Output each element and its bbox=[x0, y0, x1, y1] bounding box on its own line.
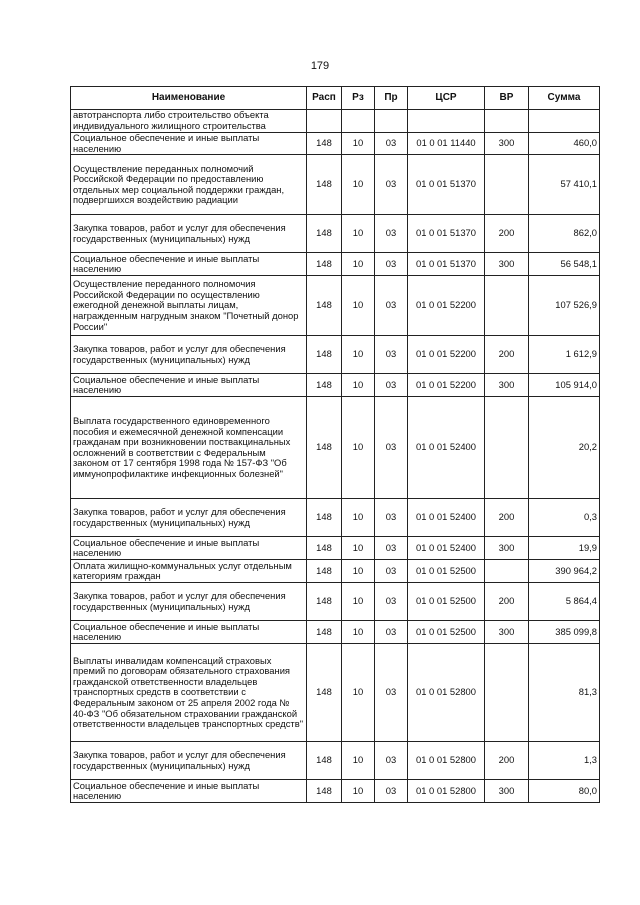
row-rasp: 148 bbox=[307, 133, 342, 155]
row-pr: 03 bbox=[375, 133, 408, 155]
table-row bbox=[71, 133, 600, 155]
page-number: 179 bbox=[310, 60, 330, 72]
row-rasp: 148 bbox=[307, 644, 342, 742]
row-sum: 80,0 bbox=[529, 780, 600, 803]
row-sum: 57 410,1 bbox=[529, 155, 600, 215]
row-name: Закупка товаров, работ и услуг для обеспечения государственных (муниципальных) нужд bbox=[71, 499, 307, 537]
row-rz: 10 bbox=[342, 215, 375, 253]
row-csr: 01 0 01 51370 bbox=[408, 215, 485, 253]
header-vr: ВР bbox=[485, 87, 529, 110]
row-rz: 10 bbox=[342, 742, 375, 780]
row-pr: 03 bbox=[375, 780, 408, 803]
row-csr: 01 0 01 52500 bbox=[408, 583, 485, 621]
row-name: Закупка товаров, работ и услуг для обеспечения государственных (муниципальных) нужд bbox=[71, 336, 307, 374]
table-row bbox=[71, 780, 600, 803]
row-csr: 01 0 01 52400 bbox=[408, 537, 485, 560]
table-row bbox=[71, 560, 600, 583]
row-vr: 200 bbox=[485, 499, 529, 537]
row-rasp: 148 bbox=[307, 215, 342, 253]
header-name: Наименование bbox=[71, 87, 307, 110]
row-sum bbox=[529, 110, 600, 133]
row-csr: 01 0 01 52500 bbox=[408, 560, 485, 583]
row-name: Оплата жилищно-коммунальных услуг отдельным категориям граждан bbox=[71, 560, 307, 583]
table-header-row bbox=[71, 87, 600, 110]
row-name: Социальное обеспечение и иные выплаты населению bbox=[71, 253, 307, 276]
row-rz: 10 bbox=[342, 583, 375, 621]
header-csr: ЦСР bbox=[408, 87, 485, 110]
header-rz: Рз bbox=[342, 87, 375, 110]
row-sum: 0,3 bbox=[529, 499, 600, 537]
header-rasp: Расп bbox=[307, 87, 342, 110]
row-sum: 19,9 bbox=[529, 537, 600, 560]
row-sum: 20,2 bbox=[529, 397, 600, 499]
row-csr: 01 0 01 52400 bbox=[408, 397, 485, 499]
row-sum: 81,3 bbox=[529, 644, 600, 742]
row-name: Осуществление переданного полномочия Российской Федерации по осуществлению ежегодной денежной выплаты лицам, награжденным нагрудным знаком "Почетный донор России" bbox=[71, 276, 307, 336]
row-rz bbox=[342, 110, 375, 133]
table-row bbox=[71, 583, 600, 621]
row-rz: 10 bbox=[342, 374, 375, 397]
row-sum: 105 914,0 bbox=[529, 374, 600, 397]
header-pr: Пр bbox=[375, 87, 408, 110]
header-sum: Сумма bbox=[529, 87, 600, 110]
row-pr: 03 bbox=[375, 336, 408, 374]
row-rasp: 148 bbox=[307, 374, 342, 397]
row-csr: 01 0 01 11440 bbox=[408, 133, 485, 155]
row-vr: 200 bbox=[485, 336, 529, 374]
row-vr: 300 bbox=[485, 374, 529, 397]
row-vr bbox=[485, 560, 529, 583]
row-rasp: 148 bbox=[307, 742, 342, 780]
row-vr: 200 bbox=[485, 742, 529, 780]
row-name: Социальное обеспечение и иные выплаты населению bbox=[71, 133, 307, 155]
row-rasp: 148 bbox=[307, 253, 342, 276]
row-pr: 03 bbox=[375, 397, 408, 499]
row-name: Выплаты инвалидам компенсаций страховых премий по договорам обязательного страхования гражданской ответственности владельцев транспортных средств в соответствии с Федеральным законом от 25 апреля 2002 года № 40-ФЗ "Об обязательном страховании гражданской ответственности владельцев транспортных средств" bbox=[71, 644, 307, 742]
row-name: Осуществление переданных полномочий Российской Федерации по предоставлению отдельных мер социальной поддержки граждан, подвергшихся воздействию радиации bbox=[71, 155, 307, 215]
table-row bbox=[71, 621, 600, 644]
row-csr: 01 0 01 51370 bbox=[408, 253, 485, 276]
budget-table bbox=[70, 86, 600, 803]
row-vr bbox=[485, 110, 529, 133]
row-name: Закупка товаров, работ и услуг для обеспечения государственных (муниципальных) нужд bbox=[71, 742, 307, 780]
row-pr: 03 bbox=[375, 621, 408, 644]
row-sum: 1,3 bbox=[529, 742, 600, 780]
row-name: Выплата государственного единовременного пособия и ежемесячной денежной компенсации гражданам при возникновении поствакцинальных осложнений в соответствии с Федеральным законом от 17 сентября 1998 года № 157-ФЗ "Об иммунопрофилактике инфекционных болезней" bbox=[71, 397, 307, 499]
row-sum: 862,0 bbox=[529, 215, 600, 253]
row-rz: 10 bbox=[342, 276, 375, 336]
row-rasp: 148 bbox=[307, 397, 342, 499]
row-csr: 01 0 01 52200 bbox=[408, 276, 485, 336]
row-vr bbox=[485, 276, 529, 336]
row-rasp: 148 bbox=[307, 780, 342, 803]
row-rasp: 148 bbox=[307, 276, 342, 336]
row-csr bbox=[408, 110, 485, 133]
row-pr: 03 bbox=[375, 215, 408, 253]
row-rasp: 148 bbox=[307, 583, 342, 621]
row-pr: 03 bbox=[375, 155, 408, 215]
row-name: Закупка товаров, работ и услуг для обеспечения государственных (муниципальных) нужд bbox=[71, 583, 307, 621]
table-row bbox=[71, 644, 600, 742]
table-row bbox=[71, 276, 600, 336]
row-csr: 01 0 01 52800 bbox=[408, 742, 485, 780]
row-name: Социальное обеспечение и иные выплаты населению bbox=[71, 780, 307, 803]
row-pr: 03 bbox=[375, 742, 408, 780]
table-row bbox=[71, 215, 600, 253]
row-rz: 10 bbox=[342, 253, 375, 276]
row-vr: 300 bbox=[485, 537, 529, 560]
row-pr: 03 bbox=[375, 276, 408, 336]
row-name: автотранспорта либо строительство объекта индивидуального жилищного строительства bbox=[71, 110, 307, 133]
row-pr bbox=[375, 110, 408, 133]
row-vr: 200 bbox=[485, 215, 529, 253]
row-name: Социальное обеспечение и иные выплаты населению bbox=[71, 537, 307, 560]
row-pr: 03 bbox=[375, 374, 408, 397]
row-sum: 460,0 bbox=[529, 133, 600, 155]
row-csr: 01 0 01 52800 bbox=[408, 780, 485, 803]
row-rz: 10 bbox=[342, 397, 375, 499]
row-sum: 1 612,9 bbox=[529, 336, 600, 374]
row-vr: 300 bbox=[485, 780, 529, 803]
row-csr: 01 0 01 52400 bbox=[408, 499, 485, 537]
row-sum: 385 099,8 bbox=[529, 621, 600, 644]
row-rasp: 148 bbox=[307, 621, 342, 644]
row-rasp: 148 bbox=[307, 336, 342, 374]
row-sum: 107 526,9 bbox=[529, 276, 600, 336]
row-rz: 10 bbox=[342, 336, 375, 374]
row-rasp: 148 bbox=[307, 499, 342, 537]
row-vr bbox=[485, 155, 529, 215]
row-pr: 03 bbox=[375, 537, 408, 560]
row-vr: 300 bbox=[485, 133, 529, 155]
table-row bbox=[71, 499, 600, 537]
row-vr: 200 bbox=[485, 583, 529, 621]
row-rasp: 148 bbox=[307, 155, 342, 215]
row-csr: 01 0 01 51370 bbox=[408, 155, 485, 215]
table-row bbox=[71, 110, 600, 133]
row-csr: 01 0 01 52200 bbox=[408, 336, 485, 374]
row-pr: 03 bbox=[375, 253, 408, 276]
row-sum: 56 548,1 bbox=[529, 253, 600, 276]
row-pr: 03 bbox=[375, 499, 408, 537]
row-rasp bbox=[307, 110, 342, 133]
row-vr: 300 bbox=[485, 253, 529, 276]
row-name: Закупка товаров, работ и услуг для обеспечения государственных (муниципальных) нужд bbox=[71, 215, 307, 253]
row-vr: 300 bbox=[485, 621, 529, 644]
row-rz: 10 bbox=[342, 499, 375, 537]
row-pr: 03 bbox=[375, 560, 408, 583]
row-rz: 10 bbox=[342, 644, 375, 742]
table-row bbox=[71, 374, 600, 397]
row-rz: 10 bbox=[342, 155, 375, 215]
row-name: Социальное обеспечение и иные выплаты населению bbox=[71, 374, 307, 397]
row-sum: 5 864,4 bbox=[529, 583, 600, 621]
row-rz: 10 bbox=[342, 560, 375, 583]
row-csr: 01 0 01 52500 bbox=[408, 621, 485, 644]
table-row bbox=[71, 397, 600, 499]
row-rz: 10 bbox=[342, 621, 375, 644]
row-rz: 10 bbox=[342, 537, 375, 560]
table-row bbox=[71, 742, 600, 780]
table-row bbox=[71, 155, 600, 215]
row-vr bbox=[485, 397, 529, 499]
row-rasp: 148 bbox=[307, 560, 342, 583]
table-row bbox=[71, 336, 600, 374]
table-row bbox=[71, 253, 600, 276]
row-pr: 03 bbox=[375, 644, 408, 742]
row-rasp: 148 bbox=[307, 537, 342, 560]
row-csr: 01 0 01 52200 bbox=[408, 374, 485, 397]
row-rz: 10 bbox=[342, 780, 375, 803]
row-csr: 01 0 01 52800 bbox=[408, 644, 485, 742]
table-row bbox=[71, 537, 600, 560]
row-sum: 390 964,2 bbox=[529, 560, 600, 583]
row-rz: 10 bbox=[342, 133, 375, 155]
row-pr: 03 bbox=[375, 583, 408, 621]
table-body bbox=[71, 110, 600, 803]
row-name: Социальное обеспечение и иные выплаты населению bbox=[71, 621, 307, 644]
row-vr bbox=[485, 644, 529, 742]
